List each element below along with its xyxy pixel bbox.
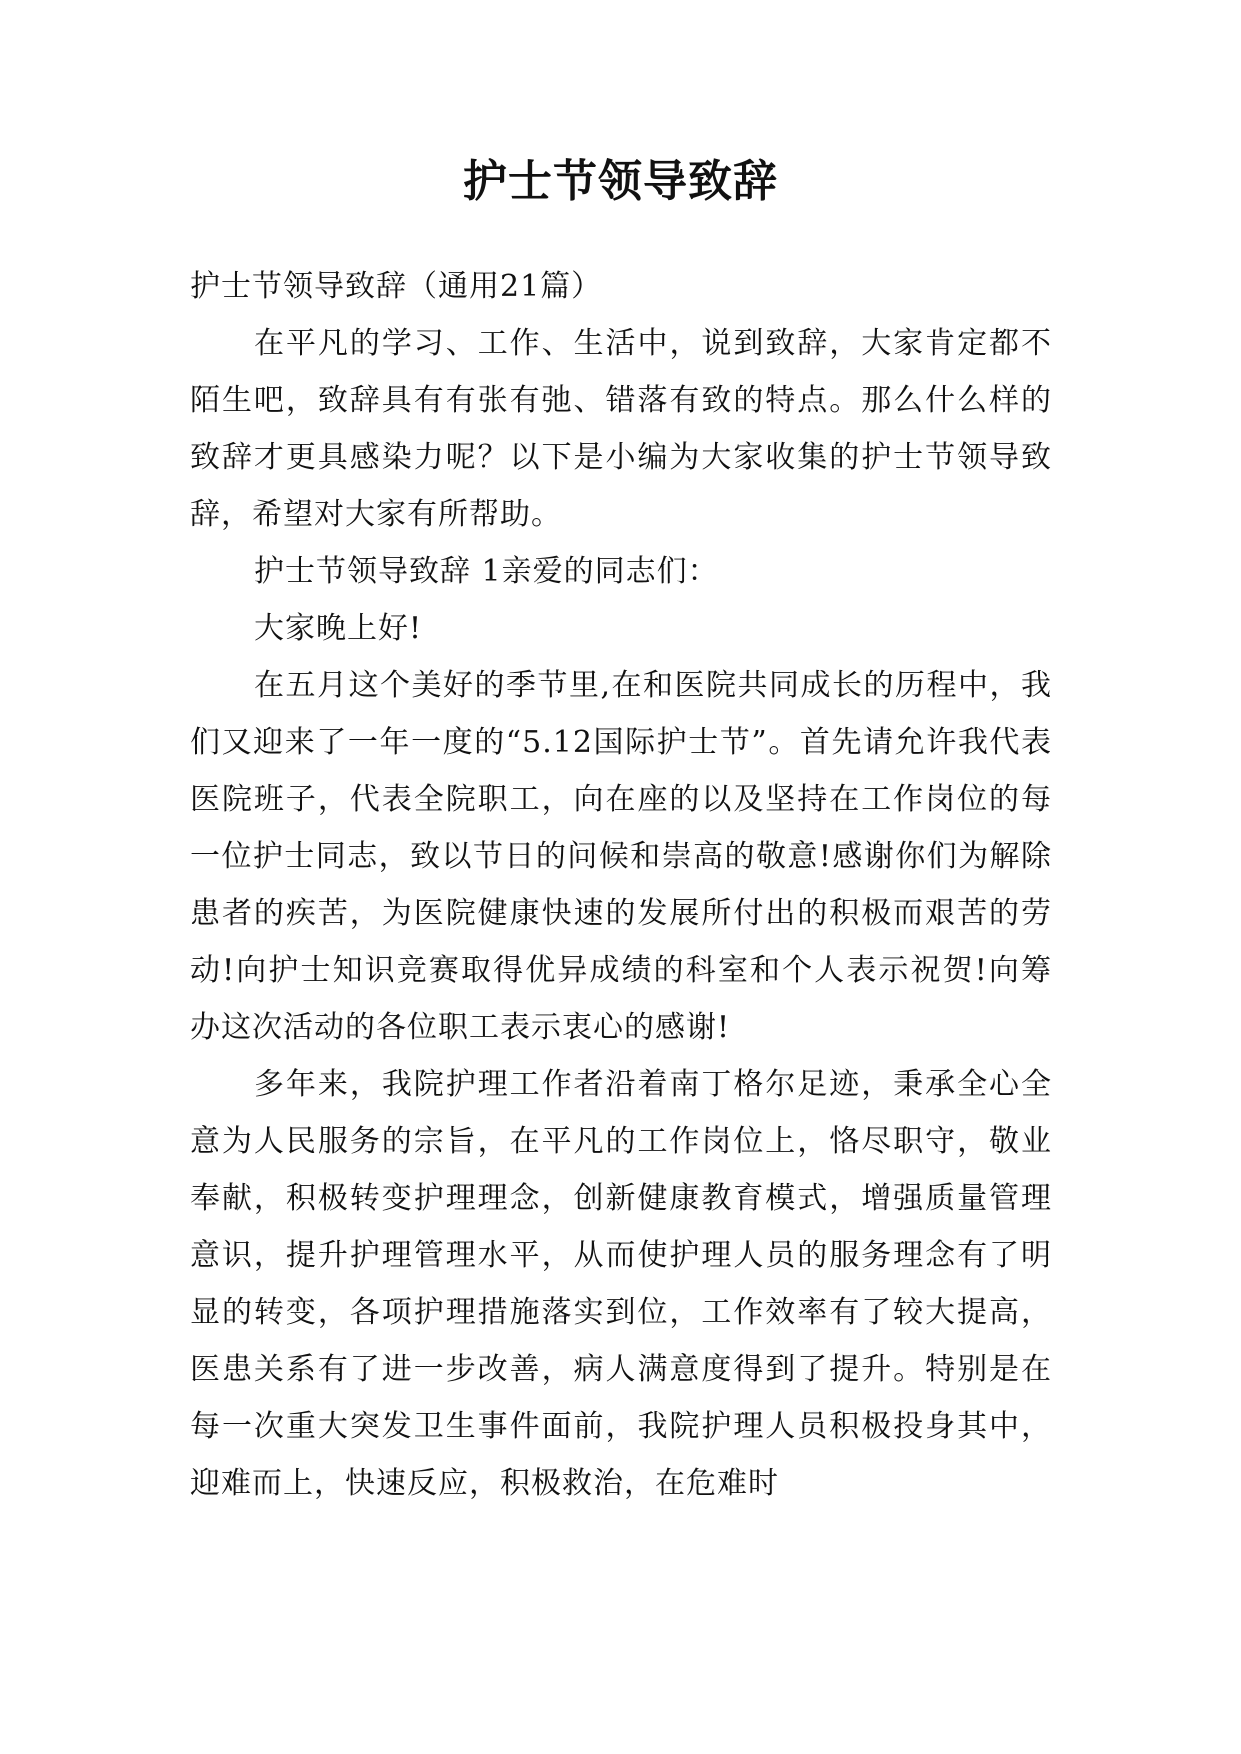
subtitle-paragraph: 护士节领导致辞（通用21篇） xyxy=(190,269,603,304)
intro-paragraph: 在平凡的学习、工作、生活中，说到致辞，大家肯定都不陌生吧，致辞具有有张有弛、错落有致的特点。那么什么样的致辞才更具感染力呢？以下是小编为大家收集的护士节领导致辞，希望对大家有所帮助。 xyxy=(190,326,1052,532)
greeting-paragraph: 大家晚上好! xyxy=(254,611,423,646)
body-paragraph: 多年来，我院护理工作者沿着南丁格尔足迹，秉承全心全意为人民服务的宗旨，在平凡的工作岗位上，恪尽职守，敬业奉献，积极转变护理理念，创新健康教育模式，增强质量管理意识，提升护理管理水平，从而使护理人员的服务理念有了明显的转变，各项护理措施落实到位，工作效率有了较大提高，医患关系有了进一步改善，病人满意度得到了提升。特别是在每一次重大突发卫生事件面前，我院护理人员积极投身其中，迎难而上，快速反应，积极救治，在危难时 xyxy=(190,1067,1052,1501)
document-body xyxy=(190,258,1052,1512)
speech-heading-paragraph: 护士节领导致辞 1亲爱的同志们： xyxy=(254,554,719,589)
body-paragraph: 在五月这个美好的季节里,在和医院共同成长的历程中，我们又迎来了一年一度的“5.12国际护士节”。首先请允许我代表医院班子，代表全院职工，向在座的以及坚持在工作岗位的每一位护士同志，致以节日的问候和崇高的敬意!感谢你们为解除患者的疾苦，为医院健康快速的发展所付出的积极而艰苦的劳动!向护士知识竞赛取得优异成绩的科室和个人表示祝贺!向筹办这次活动的各位职工表示衷心的感谢! xyxy=(190,668,1052,1045)
document-title: 护士节领导致辞 xyxy=(463,156,778,207)
